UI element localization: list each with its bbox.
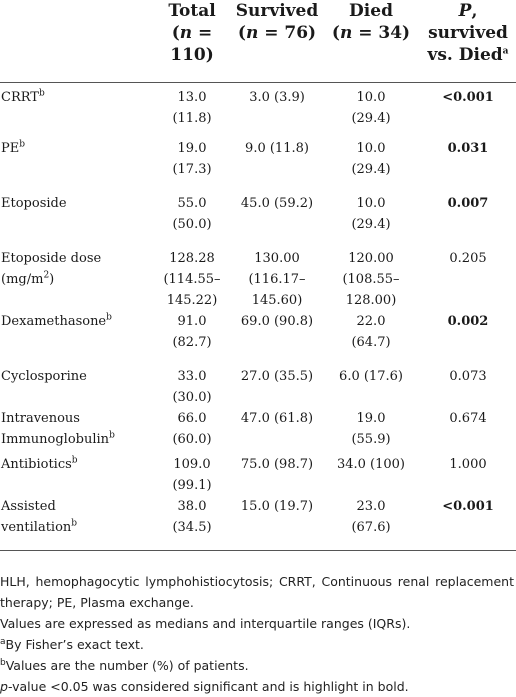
cell-died: 10.0 (29.4)	[351, 140, 391, 177]
table-row	[0, 311, 516, 366]
cell-survived: 3.0 (3.9)	[249, 90, 305, 105]
cell-total: 13.0 (11.8)	[172, 90, 212, 126]
cell-survived: 15.0 (19.7)	[232, 496, 322, 551]
footnote-b: $^b$Values are the number (%) of patients.	[0, 657, 249, 673]
footnote-abbreviations: HLH, hemophagocytic lymphohistiocytosis; CRRT, Continuous renal replacement therapy; PE, Plasma exchange.	[0, 574, 514, 610]
header-survived: Survived (n = 76)	[232, 0, 322, 83]
footnote-a: $^a$By Fisher’s exact text.	[0, 636, 144, 652]
cell-total: 91.0 (82.7)	[172, 313, 212, 350]
table-row	[0, 366, 516, 408]
cell-total: 33.0 (30.0)	[172, 368, 212, 405]
cell-survived: 47.0 (61.8)	[240, 410, 314, 426]
header-blank	[0, 0, 152, 83]
row-label: CRRT$^b$	[1, 88, 45, 105]
table-row	[0, 138, 516, 193]
cell-p-value: 0.073	[449, 368, 487, 384]
cell-total: 19.0 (17.3)	[172, 140, 212, 177]
header-p-value: P, survived vs. Died$^a$	[420, 0, 516, 83]
cell-died: 22.0 (64.7)	[351, 313, 391, 350]
cell-p-value: 1.000	[449, 456, 487, 472]
header-total: Total (n = 110)	[152, 0, 232, 83]
cell-p-value: <0.001	[420, 496, 516, 551]
cell-survived: 9.0 (11.8)	[245, 140, 309, 156]
row-label: Assisted ventilation$^b$	[0, 496, 152, 551]
row-label: Etoposide dose $(mg/m^2)$	[1, 250, 102, 287]
cell-p-value: <0.001	[442, 90, 494, 105]
row-label: Intravenous Immunoglobulin$^b$	[1, 410, 115, 447]
table-row	[0, 496, 516, 551]
header-died: Died (n = 34)	[322, 0, 420, 83]
table-row	[0, 408, 516, 454]
footnote-p-value: p-value <0.05 was considered significant and is highlight in bold.	[0, 679, 409, 694]
cell-died: 10.0 (29.4)	[351, 195, 391, 232]
table-row	[0, 83, 516, 138]
cell-died: 120.00 (108.55– 128.00)	[342, 250, 400, 308]
cell-total: 38.0 (34.5)	[152, 496, 232, 551]
cell-p-value: 0.002	[447, 313, 489, 329]
cell-died: 23.0 (67.6)	[322, 496, 420, 551]
row-label: $PE^b$	[1, 139, 26, 156]
cell-survived: 45.0 (59.2)	[240, 195, 314, 211]
cell-total: 128.28 (114.55– 145.22)	[163, 250, 221, 308]
cell-p-value: 0.205	[449, 250, 487, 266]
row-label: Cyclosporine	[1, 368, 87, 384]
header-row	[0, 0, 516, 83]
cell-total: 66.0 (60.0)	[172, 410, 212, 447]
cell-p-value: 0.674	[449, 410, 487, 426]
cell-survived: 69.0 (90.8)	[240, 313, 314, 329]
cell-died: 34.0 (100)	[336, 456, 406, 472]
row-label: Antibiotics$^b$	[1, 455, 78, 472]
cell-p-value: 0.031	[447, 140, 489, 156]
cell-died: 10.0 (29.4)	[351, 90, 391, 126]
cell-survived: 130.00 (116.17– 145.60)	[248, 250, 306, 308]
cell-total: 55.0 (50.0)	[172, 195, 212, 232]
table-row	[0, 454, 516, 496]
cell-died: 6.0 (17.6)	[339, 368, 403, 384]
cell-survived: 75.0 (98.7)	[240, 456, 314, 472]
cell-p-value: 0.007	[447, 195, 489, 211]
cell-survived: 27.0 (35.5)	[240, 368, 314, 384]
table-row	[0, 193, 516, 248]
row-label: Etoposide	[1, 195, 67, 211]
cell-died: 19.0 (55.9)	[351, 410, 391, 447]
footnote-values: Values are expressed as medians and interquartile ranges (IQRs).	[0, 616, 411, 631]
cell-total: 109.0 (99.1)	[172, 456, 212, 493]
row-label: Dexamethasone$^b$	[1, 312, 112, 329]
table-row	[0, 248, 516, 311]
